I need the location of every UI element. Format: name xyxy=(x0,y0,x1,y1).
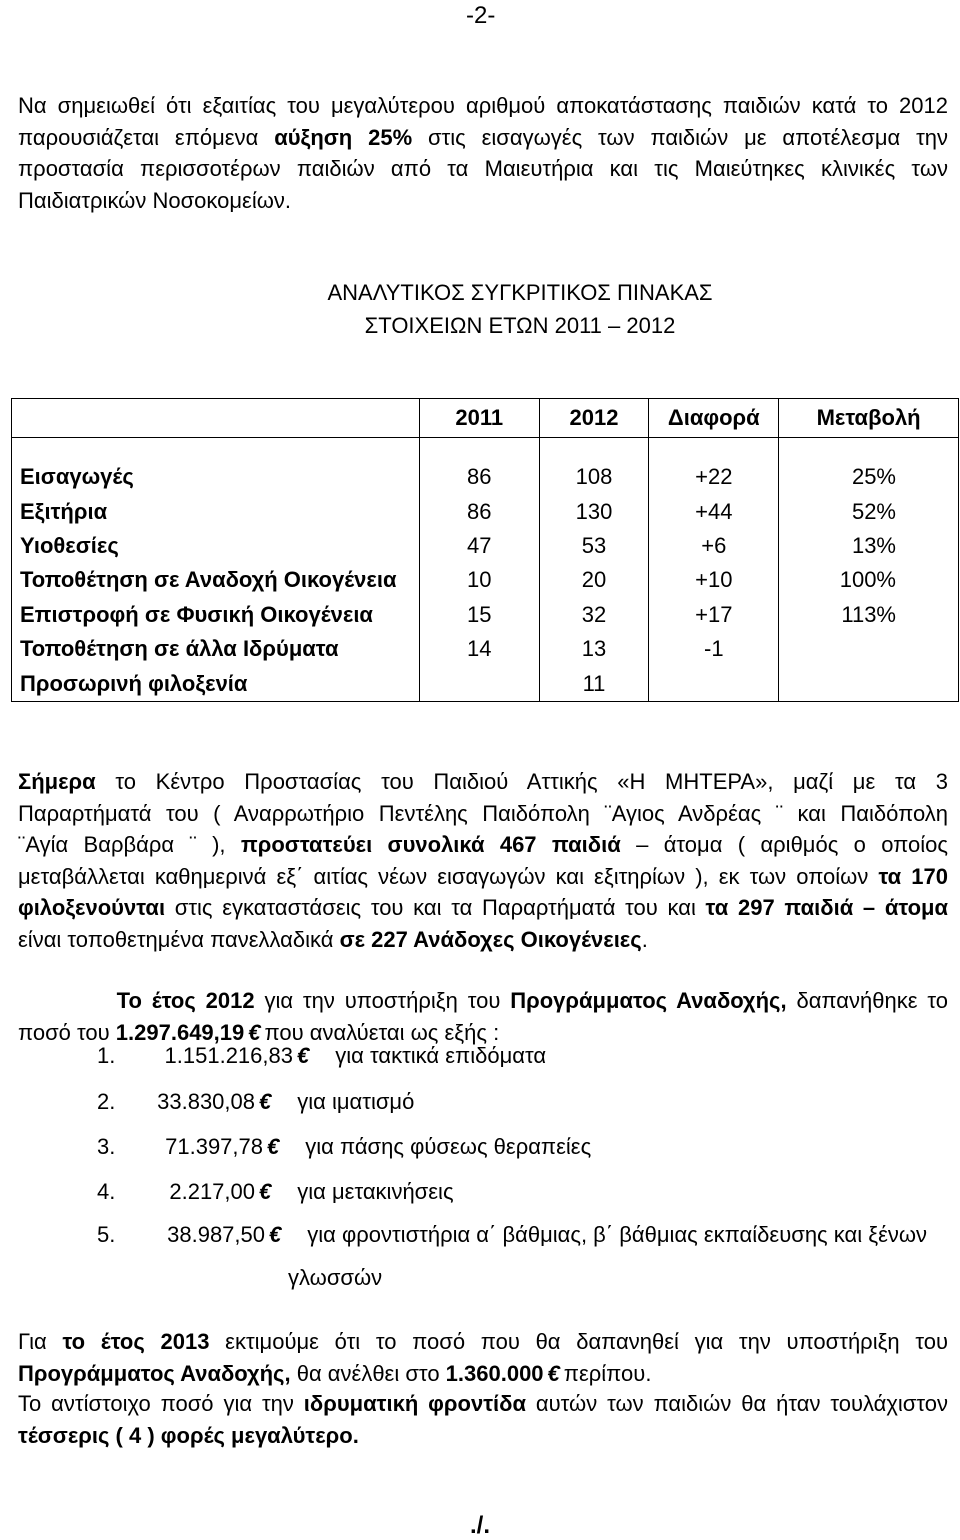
expense-amount: 38.987,50 xyxy=(167,1222,265,1247)
expense-item xyxy=(97,1179,454,1205)
bold-text: Σήμερα xyxy=(18,769,96,794)
table-title-line-1: ΑΝΑΛΥΤΙΚΟΣ ΣΥΓΚΡΙΤΙΚΟΣ ΠΙΝΑΚΑΣ xyxy=(327,280,713,305)
euro-icon: € xyxy=(259,1089,272,1114)
cell-2011: 15 xyxy=(419,598,539,632)
cell-2012: 108 xyxy=(539,460,649,494)
expense-description: για τακτικά επιδόματα xyxy=(335,1043,547,1068)
expense-item xyxy=(97,1089,414,1115)
text-line: μεταβάλλεται καθημερινά εξ΄ αιτίας νέων εισαγωγών και εξιτηρίων ), εκ των οποίων τα 170 xyxy=(18,863,948,889)
cell-diff: +6 xyxy=(649,529,779,563)
text-line: είναι τοποθετημένα πανελλαδικά σε 227 Ανάδοχες Οικογένειες. xyxy=(18,926,648,952)
table-title-line-2: ΣΤΟΙΧΕΙΩΝ ΕΤΩΝ 2011 – 2012 xyxy=(364,313,676,338)
euro-icon: € xyxy=(547,1360,560,1386)
table-row xyxy=(12,632,959,666)
cell-2012: 13 xyxy=(539,632,649,666)
row-label: Προσωρινή φιλοξενία xyxy=(12,667,420,702)
euro-icon: € xyxy=(248,1019,261,1045)
expense-continuation: γλωσσών xyxy=(288,1265,383,1290)
cell-diff: -1 xyxy=(649,632,779,666)
cell-change xyxy=(779,632,959,666)
cell-change: 113% xyxy=(779,598,959,632)
expense-description: για πάσης φύσεως θεραπείες xyxy=(305,1134,592,1159)
header-cell-diff: Διαφορά xyxy=(649,399,779,438)
cell-diff: +17 xyxy=(649,598,779,632)
cell-2012: 20 xyxy=(539,563,649,597)
text-line: φιλοξενούνται στις εγκαταστάσεις του και τα Παραρτήματά του και τα 297 παιδιά – άτομα xyxy=(18,895,949,920)
bold-text: σε 227 Ανάδοχες Οικογένειες xyxy=(339,926,642,952)
header-cell xyxy=(12,399,420,438)
year-2012-paragraph xyxy=(18,985,948,1048)
text-line: ¨Αγία Βαρβάρα ¨ ), προστατεύει συνολικά 467 παιδιά – άτομα ( αριθμός ο οποίος xyxy=(18,832,949,857)
row-label: Τοποθέτηση σε άλλα Ιδρύματα xyxy=(12,632,420,666)
year-2013-paragraph xyxy=(18,1326,948,1389)
cell-diff: +10 xyxy=(649,563,779,597)
expense-item xyxy=(97,1043,546,1069)
cell-change xyxy=(779,667,959,702)
bold-text: τέσσερις ( 4 ) φορές μεγαλύτερο. xyxy=(18,1422,359,1448)
text-line: Παιδιατρικών Νοσοκομείων. xyxy=(18,187,292,213)
expense-item xyxy=(97,1134,591,1160)
table-row xyxy=(12,460,959,494)
cell-2012: 32 xyxy=(539,598,649,632)
cell-2011: 47 xyxy=(419,529,539,563)
text-line: προστασία περισσοτέρων παιδιών από τα Μαιευτήρια και τις Μαιεύτηκες κλινικές των xyxy=(18,156,948,181)
bold-text: το έτος 2013 xyxy=(62,1329,210,1354)
bold-text: τα 170 xyxy=(878,863,948,889)
text-line: Σήμερα το Κέντρο Προστασίας του Παιδιού Αττικής «Η ΜΗΤΕΡΑ», μαζί με τα 3 xyxy=(18,769,948,794)
bold-text: ιδρυματική φροντίδα xyxy=(303,1391,526,1416)
expense-description: για μετακινήσεις xyxy=(297,1179,454,1204)
text-line: ποσό του 1.297.649,19 € που αναλύεται ως εξής : xyxy=(18,1019,500,1045)
text-line: Το έτος 2012 για την υποστήριξη του Προγράμματος Αναδοχής, δαπανήθηκε το xyxy=(116,988,949,1013)
expense-amount: 71.397,78 xyxy=(165,1134,263,1159)
expense-number: 5. xyxy=(97,1222,116,1247)
bold-text: Προγράμματος Αναδοχής, xyxy=(18,1360,291,1386)
expense-amount: 33.830,08 xyxy=(157,1089,255,1114)
cell-2011: 86 xyxy=(419,494,539,528)
euro-icon: € xyxy=(259,1179,272,1204)
cell-diff xyxy=(649,667,779,702)
expense-number: 1. xyxy=(97,1043,116,1068)
row-label: Επιστροφή σε Φυσική Οικογένεια xyxy=(12,598,420,632)
bold-text: 1.360.000 xyxy=(445,1360,544,1386)
text-line: Για το έτος 2013 εκτιμούμε ότι το ποσό που θα δαπανηθεί για την υποστήριξη του xyxy=(18,1329,948,1354)
bold-text: Το έτος 2012 xyxy=(116,988,255,1013)
cell-change: 52% xyxy=(779,494,959,528)
header-cell-2011: 2011 xyxy=(419,399,539,438)
cell-change: 100% xyxy=(779,563,959,597)
euro-icon: € xyxy=(267,1134,280,1159)
text-line: Παραρτήματά του ( Αναρρωτήριο Πεντέλης Παιδόπολη ¨Αγιος Ανδρέας ¨ και Παιδόπολη xyxy=(18,800,948,826)
header-cell-change: Μεταβολή xyxy=(779,399,959,438)
expense-number: 4. xyxy=(97,1179,116,1204)
expense-description: για φροντιστήρια α΄ βάθμιας, β΄ βάθμιας εκπαίδευσης και ξένων xyxy=(307,1222,928,1247)
cell-2012: 53 xyxy=(539,529,649,563)
bold-text: Προγράμματος Αναδοχής, xyxy=(510,988,787,1013)
row-label: Τοποθέτηση σε Αναδοχή Οικογένεια xyxy=(12,563,420,597)
table-row xyxy=(12,667,959,702)
expense-number: 2. xyxy=(97,1089,116,1114)
table-title xyxy=(0,276,960,342)
table-row xyxy=(12,598,959,632)
cell-diff: +22 xyxy=(649,460,779,494)
table-header-row xyxy=(12,399,959,438)
cell-2012: 11 xyxy=(539,667,649,702)
today-paragraph xyxy=(18,766,948,955)
euro-icon: € xyxy=(297,1043,310,1068)
comparison-table xyxy=(11,398,959,702)
footer-mark: ./. xyxy=(470,1512,491,1539)
expense-description: για ιματισμό xyxy=(297,1089,415,1114)
text-line: Προγράμματος Αναδοχής, θα ανέλθει στο 1.360.000 € περίπου. xyxy=(18,1360,652,1386)
bold-text: αύξηση 25% xyxy=(274,124,413,150)
cell-2011: 10 xyxy=(419,563,539,597)
institutional-care-paragraph xyxy=(18,1388,948,1451)
expense-amount: 2.217,00 xyxy=(169,1179,255,1204)
cell-change: 25% xyxy=(779,460,959,494)
cell-2011 xyxy=(419,667,539,702)
table-row xyxy=(12,529,959,563)
bold-text: τα 297 παιδιά – άτομα xyxy=(705,895,949,920)
intro-paragraph xyxy=(18,90,948,216)
row-label: Εισαγωγές xyxy=(12,460,420,494)
cell-2011: 86 xyxy=(419,460,539,494)
row-label: Εξιτήρια xyxy=(12,494,420,528)
expense-amount: 1.151.216,83 xyxy=(164,1043,293,1068)
cell-change: 13% xyxy=(779,529,959,563)
bold-text: προστατεύει συνολικά 467 παιδιά xyxy=(240,832,621,857)
text-line: παρουσιάζεται επόμενα αύξηση 25% στις εισαγωγές των παιδιών με αποτέλεσμα την xyxy=(18,124,948,150)
cell-2012: 130 xyxy=(539,494,649,528)
text-line xyxy=(18,1420,948,1452)
euro-icon: € xyxy=(269,1222,282,1247)
page-number: -2- xyxy=(466,2,496,29)
header-cell-2012: 2012 xyxy=(539,399,649,438)
expense-number: 3. xyxy=(97,1134,116,1159)
cell-diff: +44 xyxy=(649,494,779,528)
row-label: Υιοθεσίες xyxy=(12,529,420,563)
bold-text: φιλοξενούνται xyxy=(18,895,166,920)
bold-text: 1.297.649,19 xyxy=(115,1019,245,1045)
text-line: Το αντίστοιχο ποσό για την ιδρυματική φροντίδα αυτών των παιδιών θα ήταν τουλάχιστον xyxy=(18,1391,948,1416)
cell-2011: 14 xyxy=(419,632,539,666)
table-row xyxy=(12,563,959,597)
text-line: Να σημειωθεί ότι εξαιτίας του μεγαλύτερου αριθμού αποκατάστασης παιδιών κατά το 2012 xyxy=(18,93,948,118)
expense-item xyxy=(97,1222,927,1248)
table-row xyxy=(12,494,959,528)
